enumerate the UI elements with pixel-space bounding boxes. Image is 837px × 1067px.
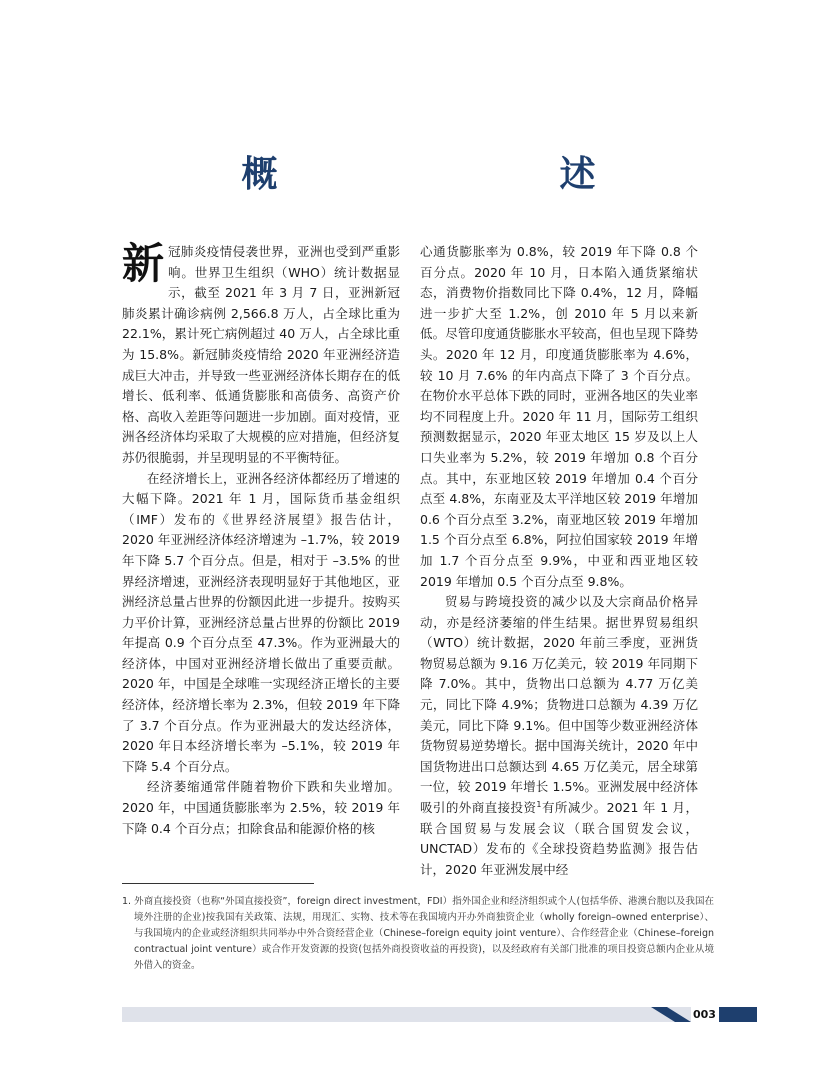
page-number: 003: [691, 1007, 759, 1022]
inflation-continued-paragraph: 心通货膨胀率为 0.8%，较 2019 年下降 0.8 个百分点。2020 年 10 月，日本陷入通货紧缩状态，消费物价指数同比下降 0.4%，12 月，降幅进一步扩大至 1.2%，创 2010 年 5 月以来新低。尽管印度通货膨胀水平较高，但也呈现下降势头。2020 年 12 月，印度通货膨胀率为 4.6%，较 10 月 7.6% 的年内高点下降了 3 个百分点。在物价水平总体下跌的同时，亚洲各地区的失业率均不同程度上升。2020 年 11 月，国际劳工组织预测数据显示，2020 年亚太地区 15 岁及以上人口失业率为 5.2%，较 2019 年增加 0.8 个百分点。其中，东亚地区较 2019 年增加 0.4 个百分点至 4.8%，东南亚及太平洋地区较 2019 年增加 0.6 个百分点至 3.2%，南亚地区较 2019 年增加 1.5 个百分点至 6.8%，阿拉伯国家较 2019 年增加 1.7 个百分点至 9.9%，中亚和西亚地区较 2019 年增加 0.5 个百分点至 9.8%。: [420, 244, 698, 589]
footnote: 1. 外商直接投资（也称“外国直接投资”，foreign direct investment，FDI）指外国企业和经济组织或个人(包括华侨、港澳台胞以及我国在境外注册的企业)按我国有关政策、法规，用现汇、实物、技术等在我国境内开办外商独资企业（wholly foreign–owned enterprise）、与我国境内的企业或经济组织共同举办中外合资经营企业（Chinese–foreign equity joint venture）、合作经营企业（Chinese–foreign contractual joint venture）或合作开发资源的投资(包括外商投资收益的再投资)，以及经政府有关部门批准的项目投资总额内企业从境外借入的资金。: [122, 896, 714, 971]
footnote-marker[interactable]: 1: [536, 799, 542, 809]
trade-text: 贸易与跨境投资的减少以及大宗商品价格异动，亦是经济萎缩的伴生结果。据世界贸易组织（WTO）统计数据，2020 年前三季度，亚洲货物贸易总额为 9.16 万亿美元，较 2019 年同期下降 7.0%。其中，货物出口总额为 4.77 万亿美元，同比下降 4.9%；货物进口总额为 4.39 万亿美元，同比下降 9.1%。但中国等少数亚洲经济体货物贸易逆势增长。据中国海关统计，2020 年中国货物进出口总额达到 4.65 万亿美元，居全球第一位，较 2019 年增长 1.5%。亚洲发展中经济体吸引的外商直接投资: [420, 594, 698, 816]
trade-paragraph: [420, 592, 698, 880]
intro-text: 冠肺炎疫情侵袭世界，亚洲也受到严重影响。世界卫生组织（WHO）统计数据显示，截至 2021 年 3 月 7 日，亚洲新冠肺炎累计确诊病例 2,566.8 万人，占全球比重为 22.1%，累计死亡病例超过 40 万人，占全球比重为 15.8%。新冠肺炎疫情给 2020 年亚洲经济造成巨大冲击，并导致一些亚洲经济体长期存在的低增长、低利率、低通货膨胀和高债务、高资产价格、高收入差距等问题进一步加剧。面对疫情，亚洲各经济体均采取了大规模的应对措施，但经济复苏仍很脆弱，并呈现明显的不平衡特征。: [122, 244, 400, 465]
right-column: [420, 242, 698, 880]
footnote-rule: [122, 883, 314, 884]
intro-paragraph: [122, 239, 400, 469]
trade-text-end: 有所减少。2021 年 1 月，联合国贸易与发展会议（联合国贸发会议，UNCTAD）发布的《全球投资趋势监测》报告估计，2020 年亚洲发展中经: [420, 800, 698, 877]
page-number-bar: [719, 1007, 757, 1022]
page-title: 概 述: [241, 154, 666, 195]
growth-paragraph: 在经济增长上，亚洲各经济体都经历了增速的大幅下降。2021 年 1 月，国际货币基金组织（IMF）发布的《世界经济展望》报告估计，2020 年亚洲经济体经济增速为 –1.7%，较 2019 年下降 5.7 个百分点。但是，相对于 –3.5% 的世界经济增速，亚洲经济表现明显好于其他地区，亚洲经济总量占世界的份额因此进一步提升。按购买力平价计算，亚洲经济总量占世界的份额比 2019 年提高 0.9 个百分点至 47.3%。作为亚洲最大的经济体，中国对亚洲经济增长做出了重要贡献。2020 年，中国是全球唯一实现经济正增长的主要经济体，经济增长率为 2.3%，但较 2019 年下降了 3.7 个百分点。作为亚洲最大的发达经济体，2020 年日本经济增长率为 –5.1%，较 2019 年下降 5.4 个百分点。: [122, 470, 400, 774]
dropcap: 新: [122, 239, 165, 288]
inflation-paragraph: 经济萎缩通常伴随着物价下跌和失业增加。2020 年，中国通货膨胀率为 2.5%，较 2019 年下降 0.4 个百分点；扣除食品和能源价格的核: [122, 779, 400, 836]
left-column: [122, 239, 400, 839]
